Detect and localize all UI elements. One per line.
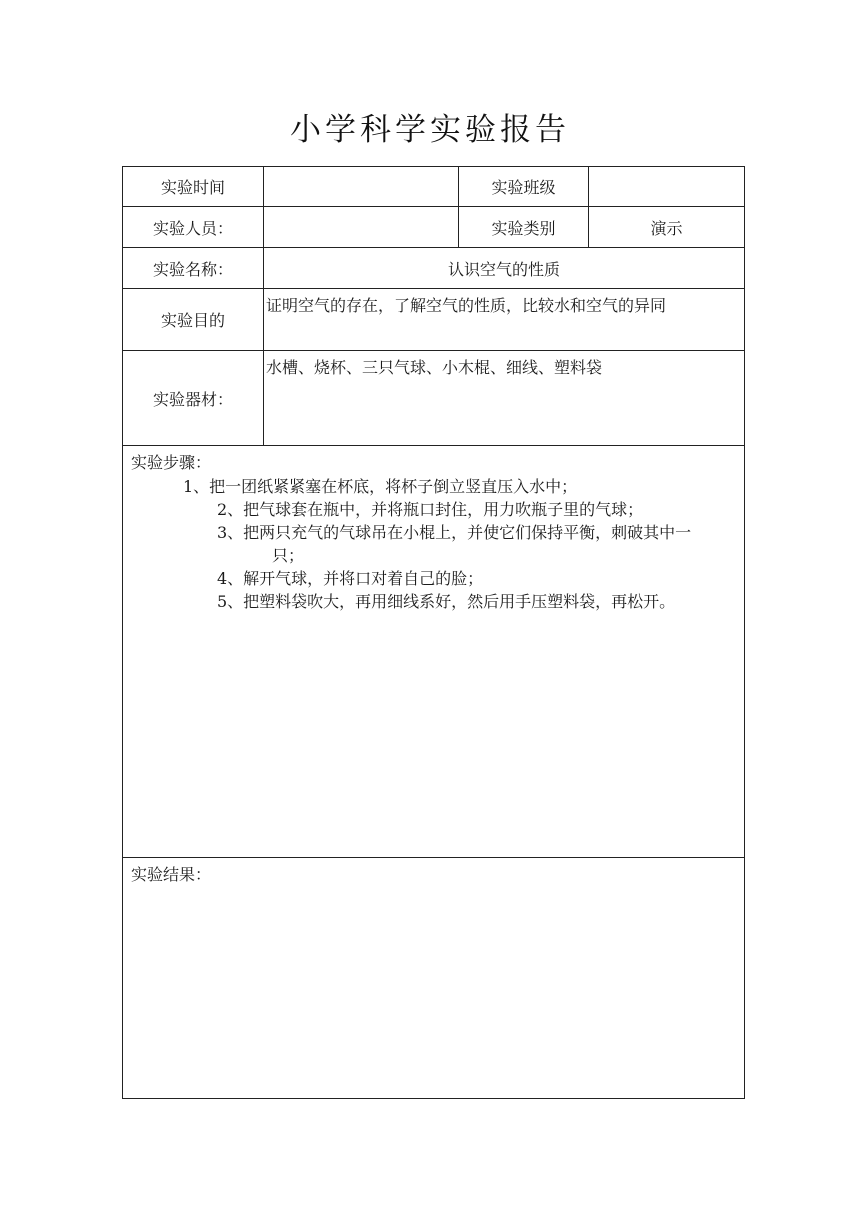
time-value[interactable] <box>264 167 459 207</box>
step-item: 2、把气球套在瓶中，并将瓶口封住，用力吹瓶子里的气球； <box>217 500 644 519</box>
people-label: 实验人员： <box>123 207 264 248</box>
people-value[interactable] <box>264 207 459 248</box>
class-label: 实验班级 <box>459 167 589 207</box>
class-value[interactable] <box>589 167 745 207</box>
steps-list <box>131 475 736 613</box>
row-equipment <box>123 351 745 446</box>
steps-label: 实验步骤： <box>131 453 212 472</box>
purpose-label: 实验目的 <box>123 289 264 351</box>
row-result <box>123 858 745 1099</box>
step-item: 1、把一团纸紧紧塞在杯底，将杯子倒立竖直压入水中； <box>183 477 578 496</box>
result-cell[interactable] <box>123 858 745 1099</box>
name-value[interactable]: 认识空气的性质 <box>264 248 745 289</box>
page-title: 小学科学实验报告 <box>290 112 570 148</box>
row-people-type <box>123 207 745 248</box>
row-time-class <box>123 167 745 207</box>
type-value[interactable]: 演示 <box>589 207 745 248</box>
time-label: 实验时间 <box>123 167 264 207</box>
row-steps <box>123 446 745 858</box>
equipment-value[interactable]: 水槽、烧杯、三只气球、小木棍、细线、塑料袋 <box>264 351 745 446</box>
step-item <box>131 521 736 567</box>
step-text-continued: 只； <box>272 546 305 565</box>
type-label: 实验类别 <box>459 207 589 248</box>
step-item: 4、解开气球，并将口对着自己的脸； <box>217 569 484 588</box>
result-label: 实验结果： <box>131 865 212 884</box>
report-table <box>122 166 745 1099</box>
row-purpose <box>123 289 745 351</box>
step-text: 3、把两只充气的气球吊在小棍上，并使它们保持平衡，刺破其中一 <box>217 523 692 542</box>
steps-cell[interactable] <box>123 446 745 858</box>
purpose-value[interactable]: 证明空气的存在，了解空气的性质，比较水和空气的异同 <box>264 289 745 351</box>
row-name <box>123 248 745 289</box>
equipment-label: 实验器材： <box>123 351 264 446</box>
name-label: 实验名称： <box>123 248 264 289</box>
step-item: 5、把塑料袋吹大，再用细线系好，然后用手压塑料袋，再松开。 <box>217 592 676 611</box>
